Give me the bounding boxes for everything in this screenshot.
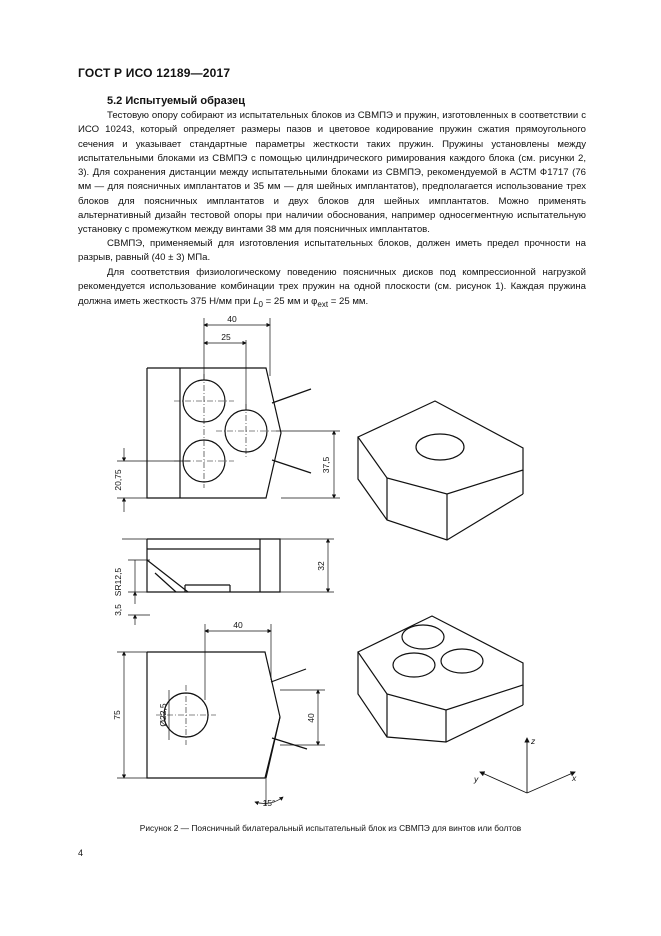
dim-3-5: 3,5 [113,604,123,616]
side-view [122,539,334,625]
document-header: ГОСТ Р ИСО 12189—2017 [78,66,231,80]
dim-32: 32 [316,561,326,571]
dim-20-75: 20,75 [113,469,123,491]
dim-top-40: 40 [227,314,237,324]
page-number: 4 [78,848,84,858]
isometric-block-bottom [358,616,523,742]
figure-2-drawing [0,300,661,820]
dim-sr12-5: SR12,5 [113,567,123,597]
dim-75: 75 [112,710,122,720]
top-view [117,318,340,512]
axis-z-label: z [531,736,536,746]
paragraph-3: Для соответствия физиологическому поведению поясничных дисков под компрессионной нагрузкой рекомендуется использование комбинации трех пружин на одной плоскости (см. рисунок 1). Каждая пружина должна иметь жесткость 375 Н/мм при $L_0 = 25$ мм и $\varphi_{ext} = 25$ мм. [78,267,586,309]
paragraph-2: СВМПЭ, применяемый для изготовления испытательных блоков, должен иметь предел прочности на разрыв, равный (40 ± 3) МПа. [78,238,586,264]
bottom-view [117,624,325,805]
figure-caption: Рисунок 2 — Поясничный билатеральный испытательный блок из СВМПЭ для винтов или болтов [139,823,522,833]
dim-bottom-40: 40 [233,620,243,630]
paragraph-1: Тестовую опору собирают из испытательных блоков из СВМПЭ и пружин, изготовленных в соответствии с ИСО 10243, который определяет размеры пазов и цветовое кодирование пружин сжатия прямоугольного сечения и указывает стандартные параметры жесткости таких пружин. Пружины установлены между испытательными блоками из СВМПЭ с помощью цилиндрического римирования каждого блока (см. рисунки 2, 3). Для сохранения дистанции между испытательными блоками из СВМПЭ, рекомендуемой в АСТМ Ф1717 (76 мм — для поясничных имплантатов и 35 мм — для шейных имплантатов), предполагается использование трех блоков для поясничных имплантатов и двух блоков для шейных имплантатов. Можно применять альтернативный дизайн тестовой опоры при наличии обоснования, например односегментную испытательную установку с промежутком между винтами 38 мм для поясничных имплантатов. [78,110,586,236]
dim-angle-15: 15° [262,798,276,808]
isometric-block-top [358,401,523,540]
coordinate-axes [480,738,575,793]
dim-right-40: 40 [306,713,316,723]
dim-diameter-22-5: Ø22,5 [158,703,168,727]
dim-top-25: 25 [221,332,231,342]
axis-x-label: x [572,773,577,783]
axis-y-label: y [474,774,479,784]
section-title: 5.2 Испытуемый образец [107,95,246,107]
dim-37-5: 37,5 [321,456,331,474]
